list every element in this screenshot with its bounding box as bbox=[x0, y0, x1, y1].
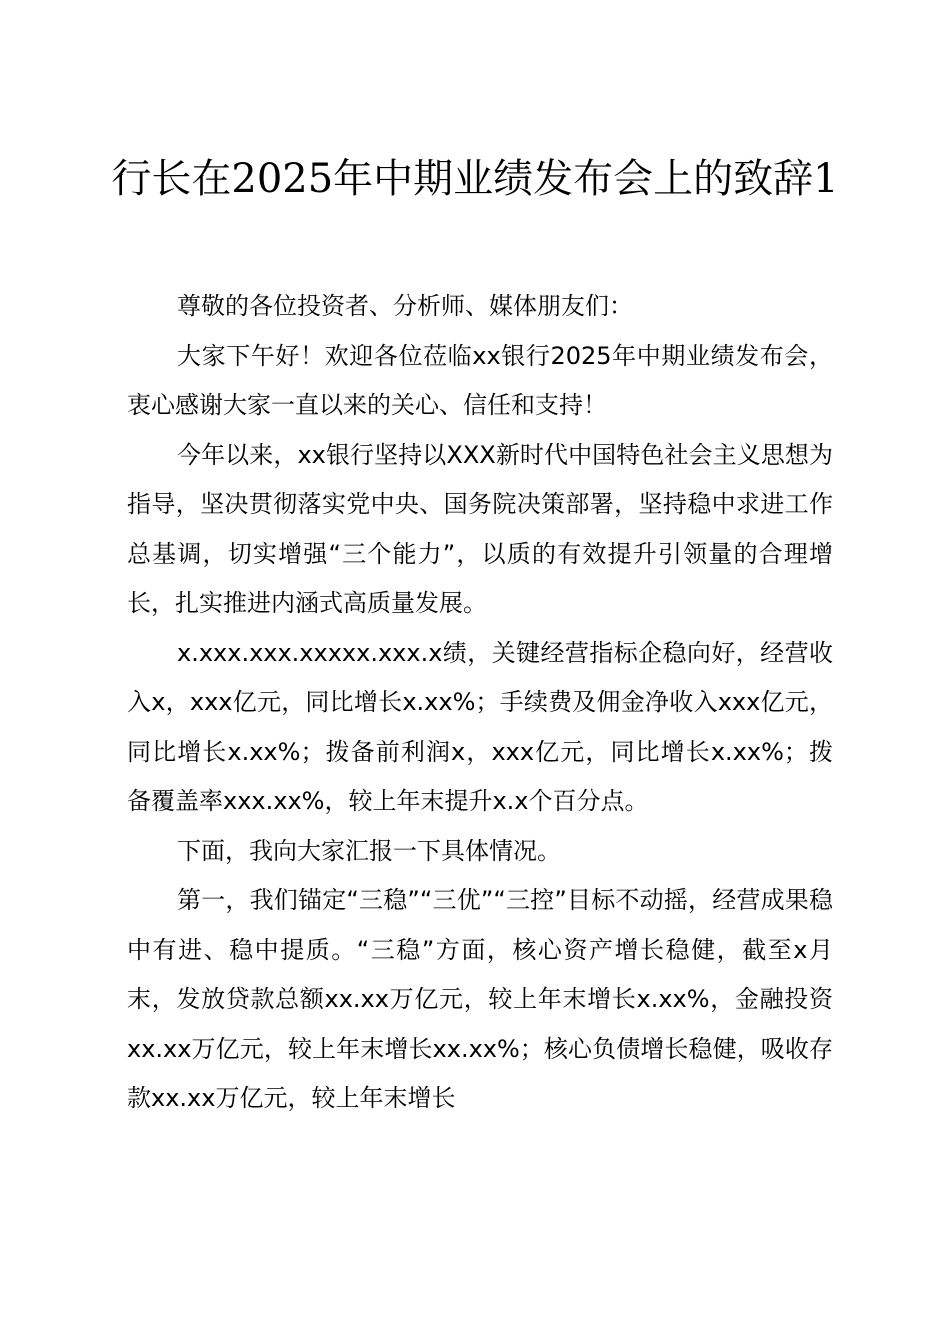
document-title: 行长在2025年中期业绩发布会上的致辞1 bbox=[111, 156, 839, 202]
paragraph: x.xxx.xxx.xxxxx.xxx.x绩，关键经营指标企稳向好，经营收入x，xxx亿元，同比增长x.xx%；手续费及佣金净收入xxx亿元，同比增长x.xx%；拨备前利润x，xxx亿元，同比增长x.xx%；拨备覆盖率xxx.xx%，较上年末提升x.x个百分点。 bbox=[127, 638, 833, 815]
greeting-paragraph: 尊敬的各位投资者、分析师、媒体朋友们： bbox=[177, 292, 633, 320]
paragraph: 第一，我们锚定“三稳”“三优”“三控”目标不动摇，经营成果稳中有进、稳中提质。“三稳”方面，核心资产增长稳健，截至x月末，发放贷款总额xx.xx万亿元，较上年末增长x.xx%，金融投资xx.xx万亿元，较上年末增长xx.xx%；核心负债增长稳健，吸收存款xx.xx万亿元，较上年末增长 bbox=[127, 886, 833, 1112]
paragraph: 下面，我向大家汇报一下具体情况。 bbox=[177, 836, 561, 865]
document-body bbox=[127, 282, 833, 1124]
paragraph: 大家下午好！欢迎各位莅临xx银行2025年中期业绩发布会，衷心感谢大家一直以来的关心、信任和支持！ bbox=[127, 341, 833, 419]
paragraph: 今年以来，xx银行坚持以XXX新时代中国特色社会主义思想为指导，坚决贯彻落实党中央、国务院决策部署，坚持稳中求进工作总基调，切实增强“三个能力”，以质的有效提升引领量的合理增长，扎实推进内涵式高质量发展。 bbox=[127, 440, 833, 617]
